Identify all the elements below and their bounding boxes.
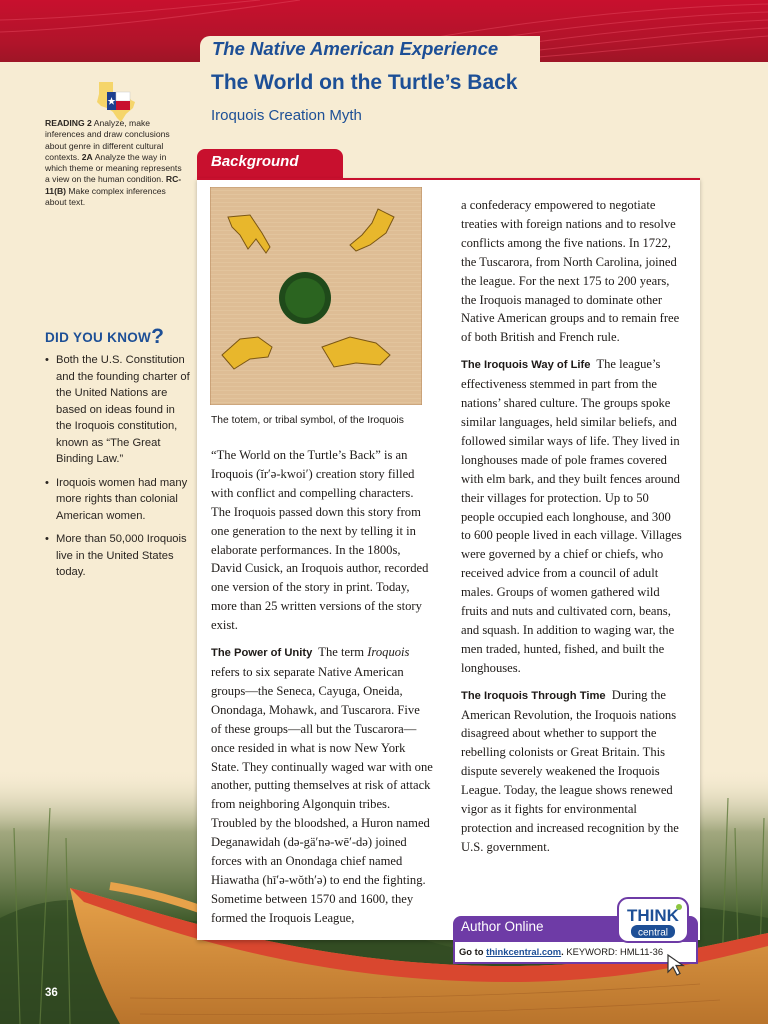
image-caption: The totem, or tribal symbol, of the Iroquois xyxy=(211,415,404,426)
standard-text: Make complex inferences about text. xyxy=(45,185,166,208)
paragraph-text: The league’s effectiveness stemmed in part from the nations’ shared culture. The groups spoke similar languages, held similar beliefs, and followed similar ways of life. They lived in longhouses made of pole frames covered with elm bark, and they built fences around their villages for protection. Up to 50 people occupied each longhouse, and 300 to 600 people lived in each village. Villages were governed by a chief or chiefs, who received advice from a council of adult males. Groups of women gathered wild fruits and nuts and cultivated corn, beans, and squash. In addition to waging war, the men traded, hunted, fished, and built the longhouses. xyxy=(461,357,682,675)
thinkcentral-link[interactable]: thinkcentral.com xyxy=(486,946,562,957)
list-item: • Both the U.S. Constitution and the founding charter of the United Nations are based on ideas found in the Iroquois constitution, known as “The Great Binding Law.” xyxy=(45,352,193,468)
selection-subtitle: Iroquois Creation Myth xyxy=(211,107,362,124)
series-tab xyxy=(200,36,540,64)
through-time-paragraph xyxy=(461,686,683,857)
did-you-know-title: DID YOU KNOW xyxy=(45,330,152,345)
standard-code: 2A xyxy=(81,151,93,162)
list-item: • Iroquois women had many more rights than colonial American women. xyxy=(45,475,193,525)
standard-text: Analyze the way in which theme or meaning represents a view on the human condition. xyxy=(45,151,182,185)
standard-text: Analyze, make inferences and draw conclusions about genre in different cultural contexts. xyxy=(45,118,170,162)
iroquois-totem-image xyxy=(210,187,422,405)
thinkcentral-logo-icon xyxy=(617,897,689,943)
did-you-know-list xyxy=(45,352,193,588)
section-heading: The Power of Unity xyxy=(211,647,313,660)
standard-code: READING 2 xyxy=(45,118,92,128)
paragraph-text: The term xyxy=(318,645,368,660)
page-number: 36 xyxy=(45,987,58,999)
text-column-left xyxy=(211,446,433,928)
standards-box xyxy=(45,118,185,208)
did-you-know-mark: ? xyxy=(151,325,165,348)
keyword-text: KEYWORD: HML11-36 xyxy=(563,946,664,957)
author-online-label: Author Online xyxy=(461,919,544,934)
list-item: • More than 50,000 Iroquois live in the United States today. xyxy=(45,531,193,581)
continued-paragraph: a confederacy empowered to negotiate treaties with foreign nations and to resolve conflicts among the five nations. In 1722, the Tuscarora, from North Carolina, joined the league. For the next 175 to 200 years, the Iroquois managed to dominate other Native American groups and to remain free of both British and French rule. xyxy=(461,198,680,345)
text-column-right xyxy=(461,196,683,857)
section-heading: The Iroquois Way of Life xyxy=(461,359,591,372)
background-tab-label: Background xyxy=(211,153,299,170)
go-to-label: Go to xyxy=(459,946,487,957)
way-of-life-paragraph xyxy=(461,355,683,677)
unity-paragraph xyxy=(211,643,433,928)
thinkcentral-logo xyxy=(617,897,689,943)
selection-title: The World on the Turtle’s Back xyxy=(211,71,518,94)
logo-top-text: THINK xyxy=(627,906,679,925)
paragraph-text: During the American Revolution, the Iroquois nations disagreed about whether to support the rebelling colonists or Great Britain. This dispute severely weakened the Iroquois League. Today, the league shows renewed vigor as it fights for environmental protection and increased recognition by the U.S. government. xyxy=(461,687,679,854)
paragraph-text: refers to six separate Native American groups—the Seneca, Cayuga, Oneida, Onondaga, Mohawk, and Tuscarora. Five of these groups—all but the Tuscarora—once resided in what is now New York State. They continually waged war with one another, putting themselves at risk of attack from neighboring Algonquin tribes. Troubled by the bloodshed, a Huron named Deganawidah (də-gäʹnə-wēʹ-də) joined forces with an Onondaga chief named Hiawatha (hīʹə-wŏthʹə) to end the fighting. Sometime between 1570 and 1600, they formed the Iroquois League, xyxy=(211,664,433,925)
emphasis-term: Iroquois xyxy=(367,645,410,660)
standard-code: RC-11(B) xyxy=(45,174,182,196)
section-heading: The Iroquois Through Time xyxy=(461,689,606,702)
intro-paragraph: “The World on the Turtle’s Back” is an Iroquois (ĭrʹə-kwoiʹ) creation story filled with conflict and compelling characters. The Iroquois passed down this story from one generation to the next by telling it in elaborate performances. In the 1800s, David Cusick, an Iroquois author, recorded one version of the story in print. Today, more than 25 written versions of the story exist. xyxy=(211,448,429,633)
logo-bottom-text: central xyxy=(637,927,669,939)
link-period: . xyxy=(561,946,564,957)
cursor-arrow-icon xyxy=(665,952,691,978)
did-you-know-heading xyxy=(45,324,164,348)
author-online-instructions xyxy=(453,940,698,964)
background-tab xyxy=(197,149,343,179)
series-title: The Native American Experience xyxy=(212,38,499,59)
